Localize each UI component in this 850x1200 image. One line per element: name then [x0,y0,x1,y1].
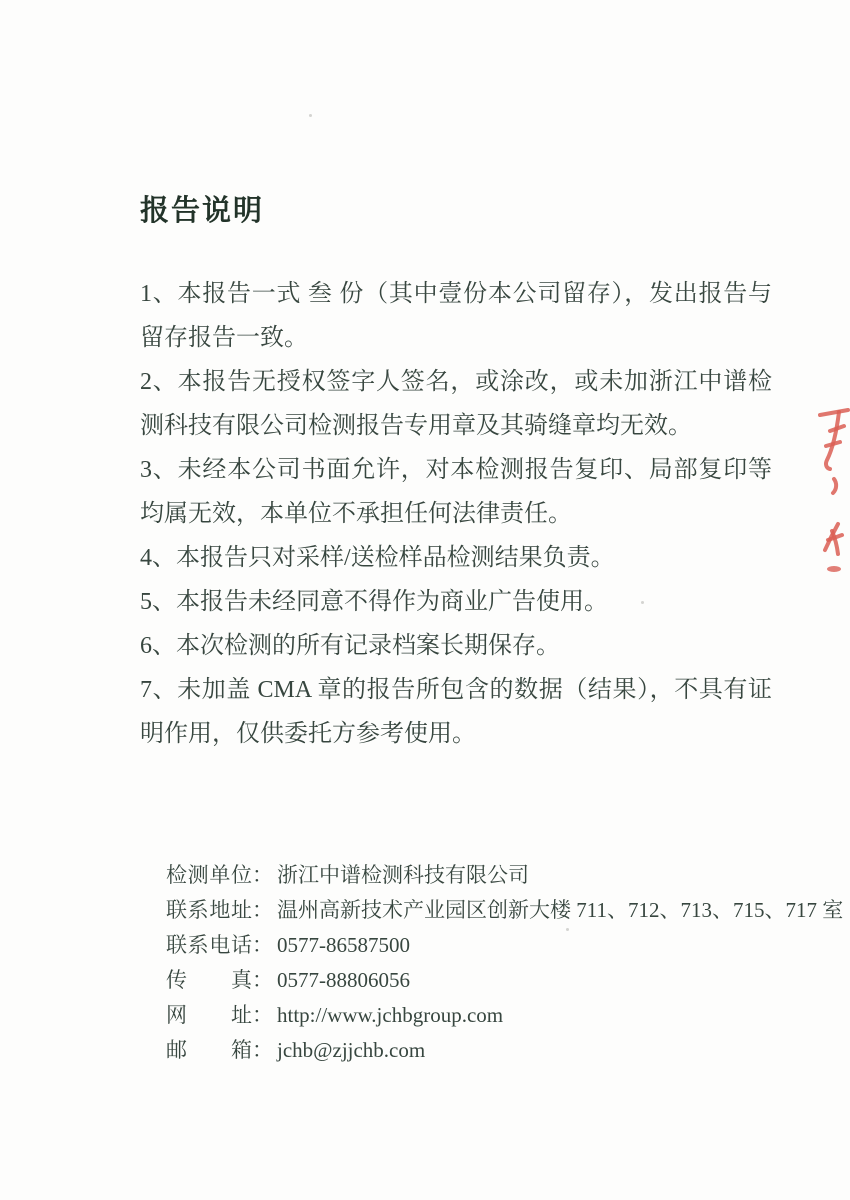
contact-label: 邮箱 [166,1038,252,1062]
contact-label: 传真 [166,968,252,992]
contact-value: 浙江中谱检测科技有限公司 [277,863,529,887]
note-item-1: 1、本报告一式 叁 份（其中壹份本公司留存），发出报告与留存报告一致。 [140,281,772,351]
contact-value: jchb@zjjchb.com [277,1038,426,1062]
scan-speck [309,114,312,117]
contact-row-address [166,893,843,928]
contact-row-website [166,998,843,1033]
contact-row-phone [166,928,843,963]
contact-colon: ： [252,898,273,922]
note-item-6: 6、本次检测的所有记录档案长期保存。 [140,633,560,659]
contact-label: 联系电话 [166,933,252,957]
contact-value: 0577-86587500 [277,933,410,957]
contact-row-email [166,1033,843,1068]
note-item-2: 2、本报告无授权签字人签名，或涂改，或未加浙江中谱检测科技有限公司检测报告专用章及其骑缝章均无效。 [140,369,772,439]
scan-speck [566,928,569,931]
contact-colon: ： [252,968,273,992]
contact-label: 网址 [166,1003,252,1027]
contact-label: 联系地址 [166,898,252,922]
contact-info-block [166,858,843,1068]
contact-row-fax [166,963,843,998]
note-item-5: 5、本报告未经同意不得作为商业广告使用。 [140,589,608,615]
contact-row-testing-unit [166,858,843,893]
contact-colon: ： [252,933,273,957]
contact-value: 温州高新技术产业园区创新大楼 711、712、713、715、717 室 [277,898,844,922]
note-item-3: 3、未经本公司书面允许，对本检测报告复印、局部复印等均属无效，本单位不承担任何法律责任。 [140,457,772,527]
contact-colon: ： [252,1003,273,1027]
contact-label: 检测单位 [166,863,252,887]
red-pen-mark-icon [808,400,850,585]
contact-colon: ： [252,1038,273,1062]
note-item-7: 7、未加盖 CMA 章的报告所包含的数据（结果），不具有证明作用，仅供委托方参考使用。 [140,677,772,747]
page-title: 报告说明 [140,195,265,227]
note-item-4: 4、本报告只对采样/送检样品检测结果负责。 [140,545,615,571]
contact-value: 0577-88806056 [277,968,410,992]
contact-colon: ： [252,863,273,887]
scan-speck [641,601,644,604]
contact-value: http://www.jchbgroup.com [277,1003,504,1027]
report-notes-list [140,272,772,756]
